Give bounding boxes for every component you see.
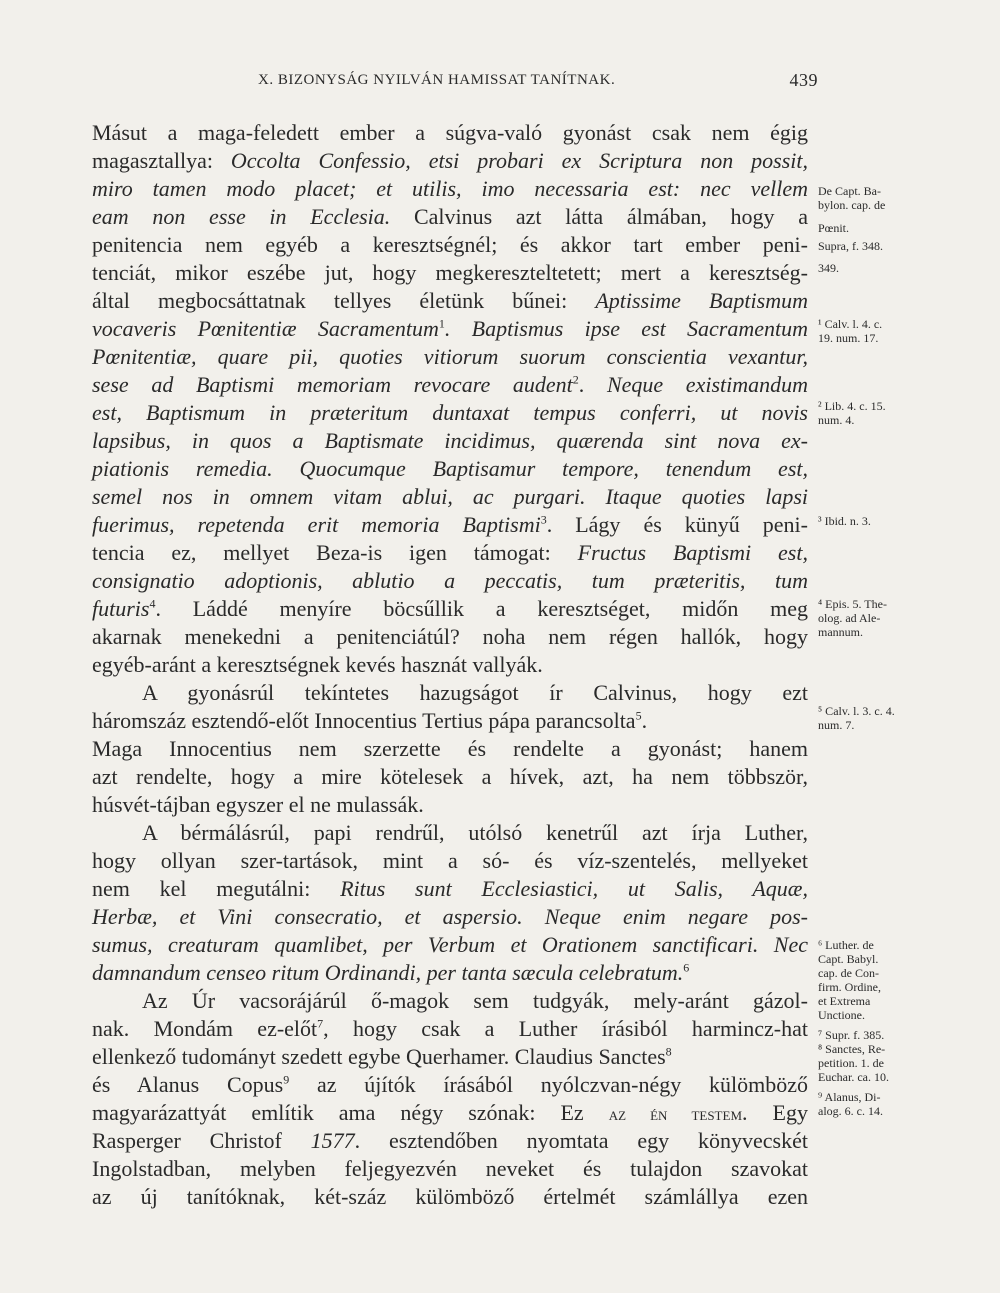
- text-run: azt rendelte, hogy a mire kötelesek a hívek, azt, ha nem többször,: [92, 764, 808, 789]
- small-caps-text: az én testem: [608, 1104, 742, 1124]
- text-run: A bérmálásrúl, papi rendrűl, utólsó kenetrűl azt írja Luther,: [142, 820, 808, 845]
- text-line: [92, 1127, 808, 1155]
- text-run: tencia ez, mellyet Beza-is igen támogat:: [92, 540, 578, 565]
- footnote-ref: 9: [283, 1072, 290, 1087]
- footnote-ref: 3: [540, 512, 547, 527]
- text-run: által megbocsáttatnak tellyes életünk bűnei:: [92, 288, 596, 313]
- text-line: [92, 1183, 808, 1211]
- text-line: [92, 1099, 808, 1127]
- text-line: [92, 847, 808, 875]
- text-run: húsvét-tájban egyszer el ne mulassák.: [92, 792, 424, 817]
- text-run: . Lágy és künyű peni-: [546, 512, 808, 537]
- margin-note: Euchar. ca. 10.: [818, 1070, 889, 1084]
- footnote-ref: 5: [635, 708, 642, 723]
- margin-note: ⁴ Epis. 5. The-: [818, 597, 887, 611]
- text-line: [92, 651, 808, 679]
- text-line: [92, 1015, 808, 1043]
- margin-note: olog. ad Ale-: [818, 611, 881, 625]
- text-run: akarnak menekedni a penitenciátúl? noha nem régen hallók, hogy: [92, 624, 808, 649]
- text-line: [92, 371, 808, 399]
- text-line: [142, 819, 808, 847]
- latin-quote: . Baptismus ipse est Sacramentum: [444, 316, 808, 341]
- text-run: ellenkező tudományt szedett egybe Querhamer. Claudius Sanctes: [92, 1044, 666, 1069]
- text-line: [92, 203, 808, 231]
- latin-quote: Neque existimandum: [606, 372, 809, 397]
- text-line: [92, 1071, 808, 1099]
- latin-quote: sumus, creaturam quamlibet, per Verbum et Orationem sanctificari. Nec: [92, 932, 808, 957]
- latin-quote: Herbæ, et Vini consecratio, et aspersio. Neque enim negare pos-: [92, 904, 808, 929]
- latin-quote: Fructus Baptismi est,: [577, 540, 808, 565]
- text-line: [92, 931, 808, 959]
- text-line: [92, 259, 808, 287]
- text-line: [142, 987, 808, 1015]
- text-run: . Egy: [742, 1100, 808, 1125]
- latin-quote: 1577: [310, 1128, 355, 1153]
- margin-note: ¹ Calv. l. 4. c.: [818, 317, 883, 331]
- margin-note: 349.: [818, 261, 839, 275]
- margin-note: ⁹ Alanus, Di-: [818, 1090, 881, 1104]
- margin-note: num. 7.: [818, 718, 855, 732]
- text-line: [142, 679, 808, 707]
- text-run: háromszáz esztendő-előt Innocentius Tertius pápa parancsolta: [92, 708, 636, 733]
- margin-note: Pœnit.: [818, 221, 850, 235]
- text-run: Rasperger Christof: [92, 1128, 311, 1153]
- margin-note: Capt. Babyl.: [818, 952, 879, 966]
- text-line: [92, 595, 808, 623]
- text-run: penitencia nem egyéb a keresztségnél; és akkor tart ember peni-: [92, 232, 808, 257]
- text-line: [92, 287, 808, 315]
- text-line: [92, 483, 808, 511]
- footnote-ref: 1: [438, 316, 445, 331]
- text-line: [92, 1043, 808, 1071]
- footnote-ref: 8: [665, 1044, 672, 1059]
- page-number: 439: [789, 70, 818, 90]
- text-run: A gyonásrúl tekíntetes hazugságot ír Calvinus, hogy ezt: [142, 680, 808, 705]
- text-line: [92, 875, 808, 903]
- text-line: [92, 511, 808, 539]
- running-title: X. BIZONYSÁG NYILVÁN HAMISSAT TANÍTNAK.: [258, 72, 616, 88]
- text-run: .: [641, 708, 648, 733]
- margin-note: ⁷ Supr. f. 385.: [818, 1028, 885, 1042]
- latin-quote: eam non esse in Ecclesia.: [92, 204, 391, 229]
- text-line: [92, 791, 808, 819]
- text-line: [92, 231, 808, 259]
- text-run: Calvinus azt látta álmában, hogy a: [390, 204, 809, 229]
- text-run: nak. Mondám ez-előt: [92, 1016, 318, 1041]
- text-run: Másut a maga-feledett ember a súgva-való gyonást csak nem égig: [92, 120, 808, 145]
- latin-quote: damnandum censeo ritum Ordinandi, per tanta sæcula celebratum.: [92, 960, 684, 985]
- latin-quote: sese ad Baptismi memoriam revocare audent: [92, 372, 573, 397]
- footnote-ref: 4: [149, 596, 156, 611]
- latin-quote: est, Baptismum in præteritum duntaxat tempus conferri, ut novis: [92, 400, 808, 425]
- text-line: [92, 315, 808, 343]
- latin-quote: futuris: [92, 596, 150, 621]
- margin-note: bylon. cap. de: [818, 198, 886, 212]
- text-line: [92, 959, 808, 987]
- margin-note: petition. 1. de: [818, 1056, 884, 1070]
- latin-quote: vocaveris Pœnitentiæ Sacramentum: [92, 316, 439, 341]
- margin-note: ⁵ Calv. l. 3. c. 4.: [818, 704, 895, 718]
- text-run: magyarázattyát említik ama négy szónak: Ez: [92, 1100, 609, 1125]
- text-run: magasztallya:: [92, 148, 231, 173]
- latin-quote: miro tamen modo placet; et utilis, imo necessaria est: nec vellem: [92, 176, 808, 201]
- text-run: hogy ollyan szer-tartások, mint a só- és víz-szentelés, mellyeket: [92, 848, 808, 873]
- text-line: [92, 567, 808, 595]
- text-run: tenciát, mikor eszébe jut, hogy megkereszteltetett; mert a keresztség-: [92, 260, 808, 285]
- margin-note: firm. Ordine,: [818, 980, 881, 994]
- text-run: az újítók írásából nyólczvan-négy külömböző: [289, 1072, 808, 1097]
- latin-quote: piationis remedia. Quocumque Baptisamur tempore, tenendum est,: [92, 456, 808, 481]
- margin-note: ³ Ibid. n. 3.: [818, 514, 871, 528]
- text-run: Az Úr vacsorájárúl ő-magok sem tudgyák, mely-aránt gázol-: [142, 988, 808, 1013]
- latin-quote: semel nos in omnem vitam ablui, ac purgari. Itaque quoties lapsi: [92, 484, 808, 509]
- text-run: Ingolstadban, melyben feljegyezvén neveket és tulajdon szavokat: [92, 1156, 808, 1181]
- text-line: [92, 175, 808, 203]
- latin-quote: Ritus sunt Ecclesiastici, ut Salis, Aquæ,: [340, 876, 808, 901]
- text-run: .: [578, 372, 607, 397]
- footnote-ref: 6: [683, 960, 690, 975]
- margin-note: cap. de Con-: [818, 966, 879, 980]
- latin-quote: Aptissime Baptismum: [595, 288, 808, 313]
- latin-quote: fuerimus, repetenda erit memoria Baptismi: [92, 512, 541, 537]
- text-line: [92, 763, 808, 791]
- text-run: . Láddé menyíre böcsűllik a keresztséget, midőn meg: [155, 596, 808, 621]
- text-run: egyéb-aránt a keresztségnek kevés hasznát vallyák.: [92, 652, 543, 677]
- latin-quote: Occolta Confessio, etsi probari ex Scriptura non possit,: [230, 148, 808, 173]
- text-run: Maga Innocentius nem szerzette és rendelte a gyonást; hanem: [92, 736, 808, 761]
- text-run: az új tanítóknak, két-száz külömböző értelmét számlállya ezen: [92, 1184, 808, 1209]
- text-line: [92, 1155, 808, 1183]
- text-run: nem kel megutálni:: [92, 876, 341, 901]
- margin-note: mannum.: [818, 625, 863, 639]
- latin-quote: lapsibus, in quos a Baptismate incidimus, quærenda sint nova ex-: [92, 428, 808, 453]
- latin-quote: Pœnitentiæ, quare pii, quoties vitiorum suorum conscientia vexantur,: [92, 344, 808, 369]
- text-line: [92, 903, 808, 931]
- margin-note: alog. 6. c. 14.: [818, 1104, 883, 1118]
- text-line: [92, 455, 808, 483]
- margin-note: Supra, f. 348.: [818, 239, 883, 253]
- text-line: [92, 735, 808, 763]
- text-line: [92, 147, 808, 175]
- text-run: , hogy csak a Luther írásiból harmincz-hat: [323, 1016, 808, 1041]
- text-line: [92, 707, 808, 735]
- text-line: [92, 539, 808, 567]
- margin-note: num. 4.: [818, 413, 855, 427]
- margin-note: ⁶ Luther. de: [818, 938, 874, 952]
- margin-note: ² Lib. 4. c. 15.: [818, 399, 886, 413]
- footnote-ref: 2: [572, 372, 579, 387]
- text-line: [92, 119, 808, 147]
- text-run: és Alanus Copus: [92, 1072, 284, 1097]
- text-line: [92, 623, 808, 651]
- latin-quote: consignatio adoptionis, ablutio a peccatis, tum præteritis, tum: [92, 568, 808, 593]
- margin-note: 19. num. 17.: [818, 331, 879, 345]
- text-line: [92, 427, 808, 455]
- text-line: [92, 343, 808, 371]
- text-run: . esztendőben nyomtata egy könyvecskét: [354, 1128, 808, 1153]
- margin-note: De Capt. Ba-: [818, 184, 881, 198]
- footnote-ref: 7: [317, 1016, 324, 1031]
- text-line: [92, 399, 808, 427]
- margin-note: et Extrema: [818, 994, 871, 1008]
- margin-note: ⁸ Sanctes, Re-: [818, 1042, 886, 1056]
- margin-note: Unctione.: [818, 1008, 865, 1022]
